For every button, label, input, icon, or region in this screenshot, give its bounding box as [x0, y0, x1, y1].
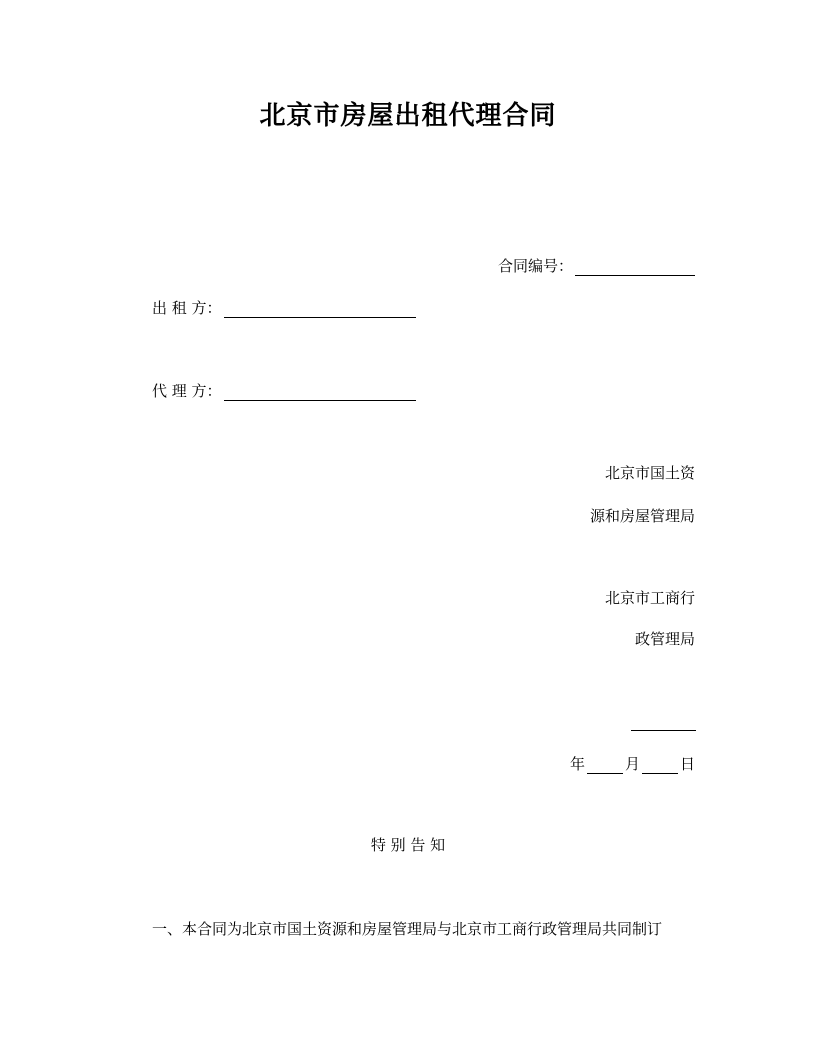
agent-blank[interactable]: [224, 384, 416, 401]
contract-number-blank[interactable]: [575, 259, 695, 276]
date-month-blank[interactable]: [587, 757, 623, 774]
agent-label: 代 理 方：: [152, 382, 222, 400]
lessor-label: 出 租 方：: [152, 299, 222, 317]
date-month-label: 月: [624, 755, 640, 773]
lessor-row: [152, 298, 416, 318]
org2-line2: 政管理局: [634, 630, 695, 648]
lessor-blank[interactable]: [224, 301, 416, 318]
contract-number-label: 合同编号：: [497, 257, 573, 275]
date-day-label: 日: [679, 755, 695, 773]
org1-line1: 北京市国土资: [604, 464, 695, 482]
agent-row: [152, 381, 416, 401]
org1-line2: 源和房屋管理局: [589, 507, 695, 525]
notice-title: 特 别 告 知: [370, 836, 446, 854]
signature-blank[interactable]: [631, 730, 696, 731]
contract-number-row: [498, 256, 695, 276]
document-title: 北京市房屋出租代理合同: [259, 101, 557, 131]
date-day-blank[interactable]: [642, 757, 678, 774]
date-row: [570, 754, 695, 774]
date-year-label: 年: [569, 755, 585, 773]
org2-line1: 北京市工商行: [604, 589, 695, 607]
clause-1: 一、本合同为北京市国土资源和房屋管理局与北京市工商行政管理局共同制订: [152, 920, 663, 938]
